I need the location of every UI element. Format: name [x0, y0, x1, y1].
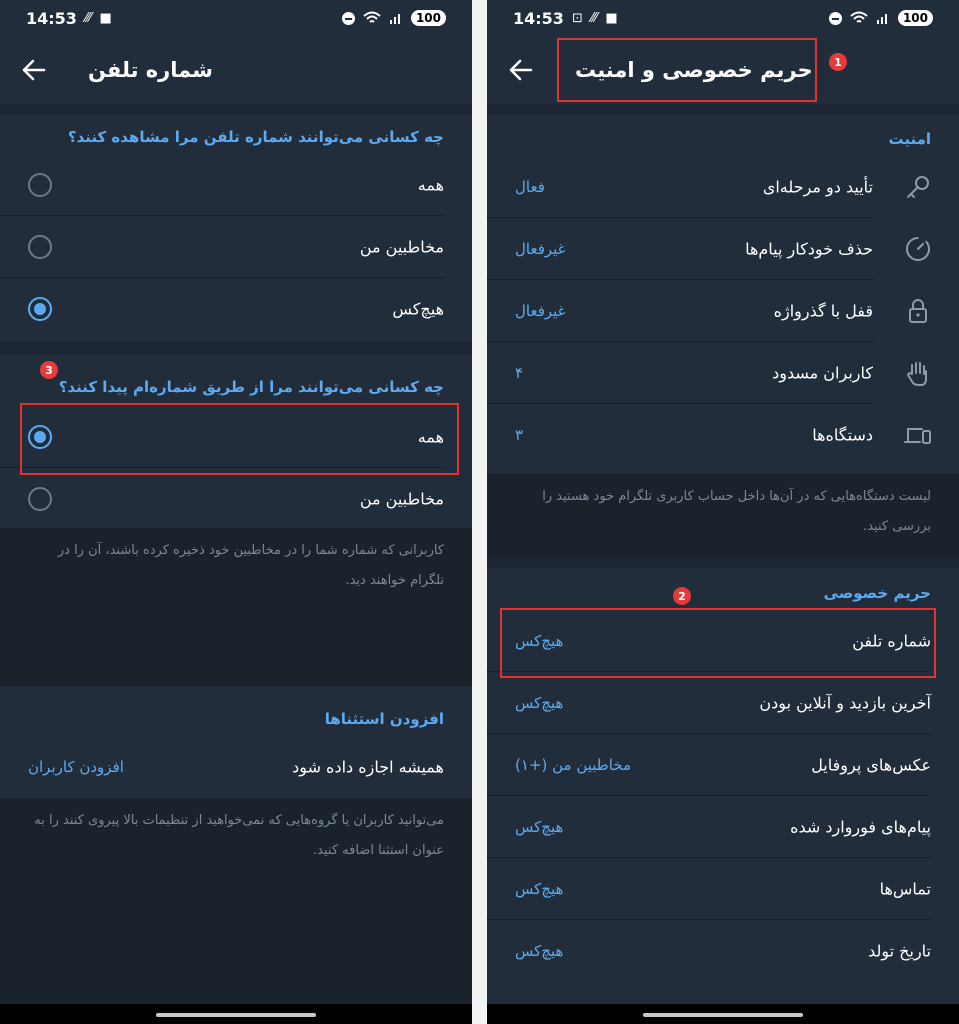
- row-label: تأیید دو مرحله‌ای: [762, 177, 873, 197]
- row-label: پیام‌های فوروارد شده: [790, 817, 931, 837]
- page-title: حریم خصوصی و امنیت: [575, 58, 813, 82]
- annotation-badge-1: 1: [829, 53, 847, 71]
- option-label: همه: [417, 175, 444, 195]
- radio-option-my-contacts[interactable]: [0, 468, 472, 530]
- video-icon: ■: [99, 10, 112, 26]
- security-section: [487, 114, 959, 474]
- timer-icon: [903, 234, 933, 264]
- annotation-badge-2: 2: [673, 587, 691, 605]
- option-label: همه: [417, 427, 444, 447]
- calls-row[interactable]: [487, 858, 959, 920]
- highlight-box: [557, 38, 817, 102]
- section-header: حریم خصوصی: [823, 584, 931, 602]
- birthday-row[interactable]: [487, 920, 959, 982]
- lock-icon: [903, 296, 933, 326]
- home-handle[interactable]: [643, 1013, 803, 1017]
- cell-signal-icon: [876, 12, 890, 24]
- signal-muted-icon: ⁄⁄⁄: [84, 10, 92, 26]
- dnd-icon: [829, 12, 842, 25]
- row-value: فعال: [515, 178, 545, 196]
- row-value: مخاطبین من (+۱): [515, 756, 632, 774]
- section-header: افزودن استثناها: [324, 710, 444, 728]
- status-time: 14:53: [513, 8, 564, 28]
- info-text: می‌توانید کاربران یا گروه‌هایی که نمی‌خواهید از تنظیمات بالا پیروی کنند را به عنوان استثنا اضافه کنید.: [0, 798, 472, 1004]
- privacy-security-screen: [487, 0, 959, 1024]
- row-label: حذف خودکار پیام‌ها: [745, 239, 873, 259]
- row-value: هیچ‌کس: [515, 694, 564, 712]
- row-label: شماره تلفن: [852, 631, 931, 651]
- row-label: قفل با گذرواژه: [773, 301, 873, 321]
- exceptions-section: [0, 686, 472, 798]
- home-handle[interactable]: [156, 1013, 316, 1017]
- add-users-link[interactable]: افزودن کاربران: [28, 758, 124, 776]
- phone-number-settings-screen: [0, 0, 472, 1024]
- section-header: چه کسانی می‌توانند مرا از طریق شماره‌ام پیدا کنند؟: [58, 378, 444, 396]
- row-label: تماس‌ها: [879, 879, 931, 899]
- info-text: کاربرانی که شماره شما را در مخاطبین خود ذخیره کرده باشند، آن را در تلگرام خواهند دید.: [0, 528, 472, 686]
- auto-delete-messages-row[interactable]: [487, 218, 959, 280]
- radio-option-my-contacts[interactable]: [0, 216, 472, 278]
- row-value: غیرفعال: [515, 240, 566, 258]
- nav-bar: [0, 1004, 472, 1024]
- hand-icon: [903, 358, 933, 388]
- row-value: غیرفعال: [515, 302, 566, 320]
- video-icon: ■: [605, 10, 618, 26]
- always-allow-row[interactable]: [0, 736, 472, 798]
- row-value: هیچ‌کس: [515, 818, 564, 836]
- signal-muted-icon: ⁄⁄⁄: [590, 10, 598, 26]
- row-label: تاریخ تولد: [868, 941, 931, 961]
- row-label: همیشه اجازه داده شود: [292, 757, 444, 777]
- highlight-box: [20, 403, 459, 475]
- radio-button[interactable]: [28, 235, 52, 259]
- app-bar: [0, 36, 472, 104]
- option-label: هیچ‌کس: [392, 299, 444, 319]
- blocked-users-row[interactable]: [487, 342, 959, 404]
- forwarded-messages-row[interactable]: [487, 796, 959, 858]
- wifi-icon: [850, 11, 868, 25]
- option-label: مخاطبین من: [359, 237, 444, 257]
- row-value: هیچ‌کس: [515, 942, 564, 960]
- section-header: چه کسانی می‌توانند شماره تلفن مرا مشاهده کنند؟: [67, 128, 444, 146]
- option-label: مخاطبین من: [359, 489, 444, 509]
- highlight-box: [500, 608, 936, 678]
- row-value: هیچ‌کس: [515, 880, 564, 898]
- back-arrow-icon[interactable]: [20, 56, 48, 84]
- two-step-verification-row[interactable]: [487, 156, 959, 218]
- row-value: ۳: [515, 426, 524, 444]
- devices-icon: [903, 420, 933, 450]
- screenshot-icon: ⊡: [571, 10, 583, 26]
- profile-photos-row[interactable]: [487, 734, 959, 796]
- annotation-badge-3: 3: [40, 361, 58, 379]
- phone-visibility-section: [0, 114, 472, 342]
- row-label: عکس‌های پروفایل: [811, 755, 931, 775]
- radio-option-nobody[interactable]: [0, 278, 472, 340]
- last-seen-row[interactable]: [487, 672, 959, 734]
- back-arrow-icon[interactable]: [507, 56, 535, 84]
- battery-indicator: 100: [411, 10, 446, 26]
- nav-bar: [487, 1004, 959, 1024]
- status-time: 14:53: [26, 8, 77, 28]
- row-value: هیچ‌کس: [515, 632, 564, 650]
- radio-option-everyone[interactable]: [0, 154, 472, 216]
- devices-row[interactable]: [487, 404, 959, 466]
- page-title: شماره تلفن: [88, 58, 213, 82]
- row-label: آخرین بازدید و آنلاین بودن: [759, 693, 931, 713]
- radio-button[interactable]: [28, 173, 52, 197]
- section-header: امنیت: [888, 130, 931, 148]
- row-value: ۴: [515, 364, 524, 382]
- radio-button[interactable]: [28, 487, 52, 511]
- row-label: دستگاه‌ها: [812, 425, 873, 445]
- battery-indicator: 100: [898, 10, 933, 26]
- cell-signal-icon: [389, 12, 403, 24]
- key-icon: [903, 172, 933, 202]
- passcode-lock-row[interactable]: [487, 280, 959, 342]
- wifi-icon: [363, 11, 381, 25]
- status-bar: [487, 0, 959, 36]
- row-label: کاربران مسدود: [772, 363, 873, 383]
- status-bar: [0, 0, 472, 36]
- info-text: لیست دستگاه‌هایی که در آن‌ها داخل حساب کاربری تلگرام خود هستید را بررسی کنید.: [487, 474, 959, 558]
- radio-button-selected[interactable]: [28, 297, 52, 321]
- dnd-icon: [342, 12, 355, 25]
